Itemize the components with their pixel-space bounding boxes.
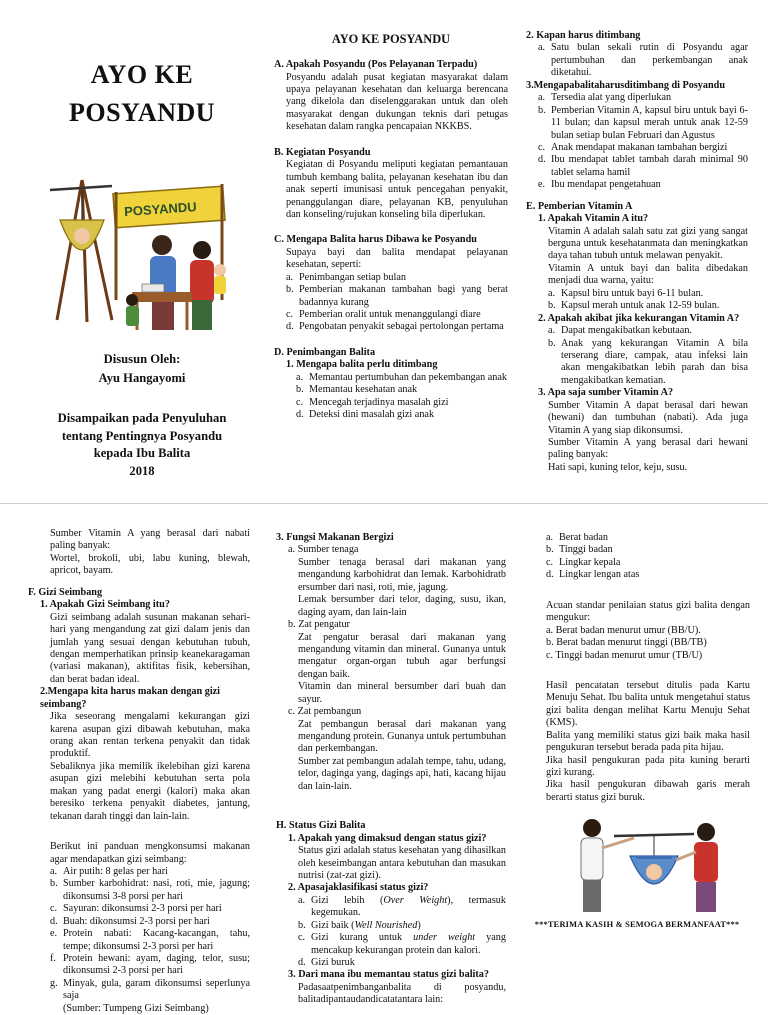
section-e2-title: 2. Apakah akibat jika kekurangan Vitamin A? (538, 312, 740, 324)
list-item: d. Deteksi dini masalah gizi anak (296, 409, 435, 421)
section-d1-list (274, 372, 508, 422)
list-item: a. Memantau pertumbuhan dan pekembangan anak (296, 371, 508, 383)
section-d2-list (526, 42, 748, 79)
list-item: d. Gizi buruk (298, 957, 355, 968)
section-a-text: Posyandu adalah pusat kegiatan masyarakat dalam upaya pelayanan kesehatan dan keluarga berencana yang dikelola dan diselenggarakan untuk dan oleh masyarakat dengan dukungan teknis dari petugas kesehatan dalam rangka pencapaian NKKBS. (286, 71, 508, 133)
list-item: b. Memantau kesehatan anak (296, 384, 418, 396)
section-h2-list (276, 895, 506, 970)
section-h1-title: 1. Apakah yang dimaksud dengan status gizi? (288, 832, 487, 844)
baby-weighing-illustration (564, 808, 734, 920)
panduan-list (28, 866, 250, 1003)
section-e3-text3: Hati sapi, kuning telor, keju, susu. (548, 461, 688, 473)
svg-text:POSYANDU: POSYANDU (123, 199, 198, 220)
list-item: a. Air putih: 8 gelas per hari (50, 865, 168, 877)
list-item: a. Kapsul biru untuk bayi 6-11 bulan. (548, 287, 704, 299)
posyandu-weighing-illustration (42, 150, 242, 340)
section-e3-text1: Sumber Vitamin A dapat berasal dari hewan (hewani) dan tumbuhan (nabati). Ada juga Vitamin A yang siap dikonsumsi. (548, 399, 748, 436)
section-h-title: H. Status Gizi Balita (276, 820, 366, 832)
section-c-title: C. Mengapa Balita harus Dibawa ke Posyandu (274, 234, 477, 246)
list-item: c. Pemberian oralit untuk menanggulangi diare (286, 309, 481, 320)
panel-timbang-vitamin (526, 30, 748, 502)
section-b-text: Kegiatan di Posyandu meliputi kegiatan pemantauan tumbuh kembang balita, pelayanan kesehatan ibu dan anak seperti imunisasi untuk pencegahan penyakit, penanggulangan diare, pelayanan KB, penyuluhan dan konseling/rujukan konseling bila diperlukan. (286, 159, 508, 220)
section-fb-title: b. Zat pengatur (288, 619, 350, 631)
baby-in-sling-icon (630, 856, 678, 884)
section-e-title: E. Pemberian Vitamin A (526, 200, 633, 212)
section-c-list (274, 272, 508, 334)
sumber-text: (Sumber: Tumpeng Gizi Seimbang) (63, 1002, 209, 1014)
disusun-label: Disusun Oleh: (103, 352, 181, 366)
section-fc-title: c. Zat pembangun (288, 706, 362, 718)
author-name: Ayu Hangayomi (98, 370, 186, 385)
acuan-text: Acuan standar penilaian status gizi balita dengan mengukur: (546, 599, 750, 624)
list-item: b. Tinggi badan (546, 544, 613, 556)
nabati-text: Sumber Vitamin A yang berasal dari nabati paling banyak: (50, 528, 250, 552)
section-fc-text2: Sumber zat pembangun adalah tempe, tahu, udang, telor, daginga yang, dagings api, hati, kacang hijau dan lain-lain. (298, 755, 506, 792)
list-item: c. Anak mendapat makanan tambahan bergizi (538, 141, 728, 153)
mother-figure-icon (676, 823, 718, 912)
section-d1-title: 1. Mengapa balita perlu ditimbang (286, 359, 438, 371)
section-f1-text: Gizi seimbang adalah susunan makanan sehari-hari yang mengandung zat gizi dalam jenis dan jumlah yang sesuai dengan kebutuhan tubuh, dengan memperhatikan prinsip keanekaragaman (variasi makanan), aktifitas fisik, kebersihan, dan berat badan ideal. (50, 611, 250, 685)
nabati-list: Wortel, brokoli, ubi, labu kuning, blewah, apricot, bayam. (50, 552, 250, 577)
list-item: a. Berat badan (546, 532, 608, 543)
list-item: c. Lingkar kepala (546, 556, 621, 568)
child-figure-icon (126, 294, 139, 326)
kms-text-2: Balita yang memiliki status gizi baik maka hasil pengukuran tersebut berada pada pita hijau. (546, 729, 750, 754)
section-e1-title: 1. Apakah Vitamin A itu? (538, 213, 649, 225)
list-item: a. Satu bulan sekali rutin di Posyandu agar pertumbuhan dan perkembangan anak diketahui. (538, 42, 748, 79)
section-fb-text1: Zat pengatur berasal dari makanan yang mengandung vitamin dan mineral. Gunanya untuk mengatur organ-organ tubuh agar berfungsi dengan baik. (298, 631, 506, 680)
cover-panel (42, 40, 242, 480)
list-item: c. Sayuran: dikonsumsi 2-3 porsi per hari (50, 903, 222, 915)
section-d-title: D. Penimbangan Balita (274, 346, 376, 358)
section-f-title: F. Gizi Seimbang (28, 586, 103, 598)
list-item: b. Gizi baik (Well Nourished) (298, 919, 421, 931)
list-item: a. Dapat mengakibatkan kebutaan. (548, 325, 692, 337)
list-item: f. Protein hewani: ayam, daging, telor, susu; dikonsumsi 2-3 porsi per hari (50, 953, 250, 977)
list-item: a. Gizi lebih (Over Weight), termasuk kegemukan. (298, 894, 506, 919)
section-h3-title: 3. Dari mana ibu memantau status gizi balita? (288, 969, 489, 981)
panel-fungsi-status-gizi (276, 532, 506, 1006)
woman-figure-icon (150, 235, 176, 330)
section-c-text: Supaya bayi dan balita mendapat pelayanan kesehatan, seperti: (286, 246, 508, 271)
scale-bar-icon (614, 834, 694, 856)
list-item: d. Lingkar lengan atas (546, 569, 640, 581)
section-e1-list (526, 288, 748, 313)
section-f2-text1: Jika seseorang mengalami kekurangan gizi karena asupan gizi dibawah kebutuhan, maka orang akan rentan terkena penyakit dan tidak produktif. (50, 711, 250, 760)
acuan-item: b. Berat badan menurut tinggi (BB/TB) (546, 637, 707, 649)
section-h2-title: 2. Apasajaklasifikasi status gizi? (288, 882, 429, 894)
page-title: AYO KE POSYANDU (331, 32, 451, 46)
list-item: b. Pemberian makanan tambahan bagi yang berat badannya kurang (286, 284, 508, 308)
health-worker-icon (581, 819, 634, 912)
section-f2-title: 2.Mengapa kita harus makan dengan gizi seimbang? (40, 686, 221, 710)
list-item: b. Pemberian Vitamin A, kapsul biru untuk bayi 6-11 bulan; dan kapsul merah untuk anak 12-59 bulan setiap bulan Februari dan Agustus (538, 104, 748, 141)
author-block (42, 350, 242, 388)
section-h1-text: Status gizi adalah status kesehatan yang dihasilkan oleh keseimbangan antara kebutuhan dan masukan nutrisi (zat-zat gizi). (298, 845, 506, 881)
event-description: Disampaikan pada Penyuluhan tentang Pentingnya Posyandu kepada Ibu Balita (57, 411, 227, 461)
list-item: d. Ibu mendapat tablet tambah darah minimal 90 tablet selama hamil (538, 154, 748, 178)
panel-posyandu-intro (274, 32, 508, 502)
section-fc-text1: Zat pembangun berasal dari makanan yang mengandung protein. Gunanya untuk pertumbuhan dan perkembangan. (298, 718, 506, 755)
list-item: d. Pengobatan penyakit sebagai pertolongan pertama (286, 321, 504, 333)
list-item: a. Penimbangan setiap bulan (286, 271, 406, 283)
dacin-scale-icon (50, 180, 112, 322)
panel-pengukuran (534, 532, 750, 1002)
section-fa-text2: Lemak bersumber dari telor, daging, susu, ikan, daging ayam, dan lain-lain (298, 594, 506, 618)
measure-list (546, 532, 750, 582)
event-year: 2018 (129, 463, 155, 478)
panel-gizi-seimbang (28, 528, 250, 1014)
section-fa-text1: Sumber tenaga berasal dari makanan yang mengandung karbohidrat dan lemak. Karbohidratb ersumber dari nasi, roti, mie, jagung. (298, 556, 506, 593)
list-item: e. Protein nabati: Kacang-kacangan, tahu, tempe; dikonsumsi 2-3 porsi per hari (50, 928, 250, 952)
section-f1-title: 1. Apakah Gizi Seimbang itu? (40, 599, 170, 611)
section-f2-text2: Sebaliknya jika memilik ikelebihan gizi karena asupan gizi melebihi kebutuhan serta pola makan yang padat energi (kalori) maka akan beresiko terkena penyakit diabetes, jantung, tekanan darah tinggi dan lain-lain. (50, 760, 250, 822)
acuan-item: a. Berat badan menurut umur (BB/U). (546, 624, 701, 636)
section-e1-text1: Vitamin A adalah salah satu zat gizi yang sangat berguna untuk kesehatanmata dan meningkatkan daya tahan tubuh untuk melawan penyakit. (548, 225, 748, 262)
section-fb-text2: Vitamin dan mineral bersumber dari buah dan sayur. (298, 681, 506, 705)
section-f3-title: 3. Fungsi Makanan Bergizi (276, 532, 394, 543)
section-e3-title: 3. Apa saja sumber Vitamin A? (538, 387, 674, 399)
section-d2-title: 2. Kapan harus ditimbang (526, 30, 641, 41)
list-item: c. Gizi kurang untuk under weight yang mencakup kekurangan protein dan kalori. (298, 932, 506, 956)
section-h3-text: Padasaatpenimbanganbalita di posyandu, balitadipantaudandicatatantara lain: (298, 981, 506, 1006)
list-item: b. Anak yang kekurangan Vitamin A bila terserang diare, campak, atau infeksi lain akan mengakibatkan lebih parah dan bisa mengakibatkan kematian. (548, 337, 748, 386)
section-fa-title: a. Sumber tenaga (288, 544, 359, 556)
kms-text-1: Hasil pencatatan tersebut ditulis pada Kartu Menuju Sehat. Ibu balita untuk mengetahui status gizi balita dengan melihat Kartu Menuju Sehat (KMS). (546, 679, 750, 729)
thanks-text: ***TERIMA KASIH & SEMOGA BERMANFAAT*** (534, 920, 740, 929)
list-item: a. Tersedia alat yang diperlukan (538, 92, 672, 104)
section-e2-list (526, 325, 748, 387)
page-divider (0, 503, 768, 504)
section-b-title: B. Kegiatan Posyandu (274, 146, 371, 158)
list-item: b. Kapsul merah untuk anak 12-59 bulan. (548, 300, 720, 312)
list-item: g. Minyak, gula, garam dikonsumsi seperlunya saja (50, 977, 250, 1002)
section-d3-list (526, 92, 748, 192)
kms-text-4: Jika hasil pengukuran dibawah garis merah berarti status gizi buruk. (546, 779, 750, 803)
section-e1-text2: Vitamin A untuk bayi dan balita dibedakan menjadi dua warna, yaitu: (548, 262, 748, 287)
acuan-item: c. Tinggi badan menurut umur (TB/U) (546, 649, 703, 661)
list-item: b. Sumber karbohidrat: nasi, roti, mie, jagung; dikonsumsi 3-8 porsi per hari (50, 878, 250, 902)
section-d3-title: 3.Mengapabalitaharusditimbang di Posyandu (526, 79, 725, 91)
panduan-text: Berikut ini panduan mengkonsumsi makanan agar mendapatkan gizi seimbang: (50, 841, 250, 865)
kms-text-3: Jika hasil pengukuran pada pita kuning berarti gizi kurang. (546, 754, 750, 778)
list-item: e. Ibu mendapat pengetahuan (538, 179, 661, 191)
section-a-title: A. Apakah Posyandu (Pos Pelayanan Terpadu) (274, 59, 478, 71)
list-item: d. Buah: dikonsumsi 2-3 porsi per hari (50, 915, 210, 927)
event-block (42, 410, 242, 481)
list-item: c. Mencegah terjadinya masalah gizi (296, 396, 449, 408)
cover-title: AYO KE POSYANDU (68, 60, 216, 127)
section-e3-text2: Sumber Vitamin A yang berasal dari hewani paling banyak: (548, 437, 748, 461)
